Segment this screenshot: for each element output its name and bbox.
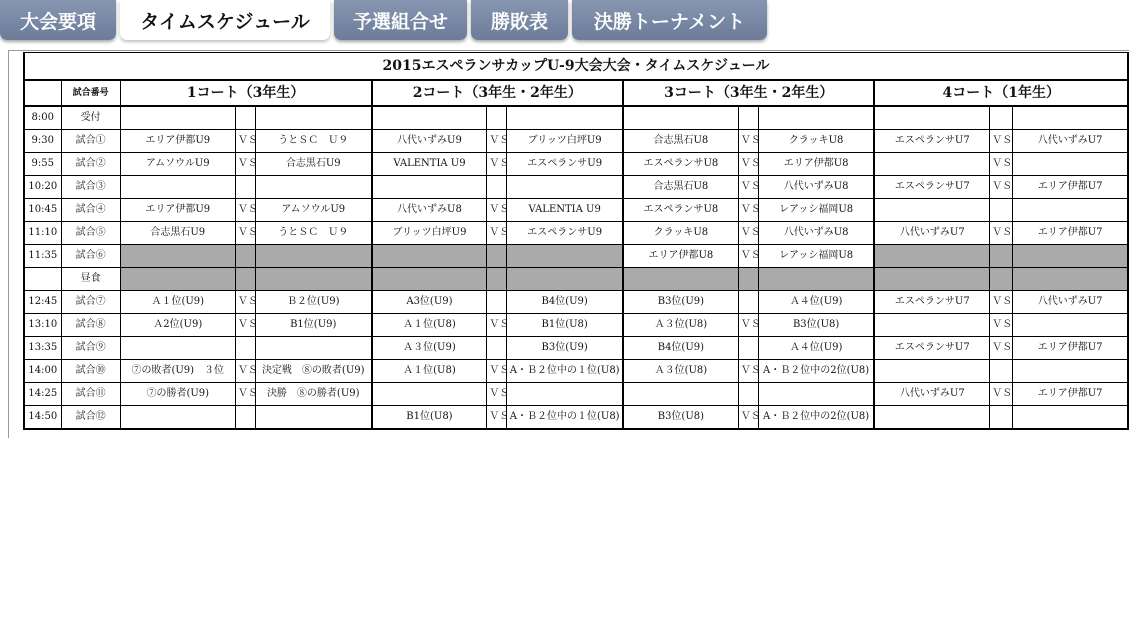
time-schedule-table — [23, 52, 1129, 430]
court-3-team-b-cell: A・Ｂ２位中の2位(U8) — [758, 360, 874, 383]
court-1-team-b-cell: B1位(U9) — [255, 314, 371, 337]
court-3-team-b-cell: 八代いずみU8 — [758, 222, 874, 245]
court-2-team-b-cell: A・Ｂ２位中の１位(U8) — [507, 406, 623, 430]
court-2-team-b-cell — [507, 245, 623, 268]
court-3-team-b-cell: Ａ４位(U9) — [758, 337, 874, 360]
court-3-vs-cell — [738, 337, 758, 360]
court-1-team-b-cell — [255, 106, 371, 130]
court-2-team-a-cell: A3位(U9) — [372, 291, 487, 314]
court-3-vs-cell — [738, 268, 758, 291]
court-4-team-b-cell: 八代いずみU7 — [1013, 291, 1128, 314]
schedule-row — [24, 406, 1128, 430]
court-3-team-a-cell: B4位(U9) — [623, 337, 738, 360]
court-4-team-a-cell: エスペランサU7 — [874, 291, 989, 314]
court-2-team-a-cell — [372, 245, 487, 268]
court-2-vs-cell — [487, 176, 507, 199]
court-2-team-b-cell: B1位(U8) — [507, 314, 623, 337]
court-3-team-b-cell — [758, 383, 874, 406]
schedule-row — [24, 222, 1128, 245]
court-4-team-b-cell: エリア伊都U7 — [1013, 176, 1128, 199]
court-4-vs-cell — [990, 406, 1013, 430]
court-1-team-a-cell: ⑦の敗者(U9) ３位 — [120, 360, 235, 383]
time-cell: 10:20 — [24, 176, 61, 199]
court-3-team-a-cell — [623, 106, 738, 130]
court-1-vs-cell: ＶＳ — [235, 199, 255, 222]
court-2-team-a-cell: VALENTIA U9 — [372, 153, 487, 176]
court-3-vs-cell: ＶＳ — [738, 199, 758, 222]
court-4-vs-cell — [990, 360, 1013, 383]
court-3-header: 3コート（3年生・2年生） — [623, 80, 874, 106]
court-1-team-b-cell: 決勝 ⑧の勝者(U9) — [255, 383, 371, 406]
court-3-team-b-cell: B3位(U8) — [758, 314, 874, 337]
court-3-vs-cell: ＶＳ — [738, 314, 758, 337]
court-1-team-b-cell — [255, 337, 371, 360]
court-3-team-b-cell — [758, 268, 874, 291]
court-2-vs-cell: ＶＳ — [487, 360, 507, 383]
time-cell: 9:30 — [24, 130, 61, 153]
match-number-header: 試合番号 — [61, 80, 120, 106]
court-1-team-a-cell: ⑦の勝者(U9) — [120, 383, 235, 406]
time-cell: 11:10 — [24, 222, 61, 245]
time-cell: 8:00 — [24, 106, 61, 130]
match-label-cell: 試合⑦ — [61, 291, 120, 314]
court-3-vs-cell — [738, 383, 758, 406]
court-2-team-b-cell — [507, 268, 623, 291]
court-2-team-a-cell: 八代いずみU8 — [372, 199, 487, 222]
court-4-team-a-cell — [874, 406, 989, 430]
court-4-team-b-cell: エリア伊都U7 — [1013, 383, 1128, 406]
court-3-team-b-cell: レアッシ福岡U8 — [758, 245, 874, 268]
court-1-team-a-cell: エリア伊都U9 — [120, 199, 235, 222]
court-1-team-b-cell: うとＳＣ Ｕ９ — [255, 130, 371, 153]
court-1-vs-cell: ＶＳ — [235, 291, 255, 314]
court-4-team-b-cell — [1013, 268, 1128, 291]
court-2-team-b-cell — [507, 106, 623, 130]
court-4-vs-cell — [990, 199, 1013, 222]
court-2-team-b-cell — [507, 176, 623, 199]
court-4-team-a-cell: 八代いずみU7 — [874, 222, 989, 245]
court-4-vs-cell: ＶＳ — [990, 130, 1013, 153]
court-3-team-a-cell: エリア伊都U8 — [623, 245, 738, 268]
court-2-team-b-cell — [507, 383, 623, 406]
court-1-vs-cell: ＶＳ — [235, 314, 255, 337]
court-2-vs-cell: ＶＳ — [487, 222, 507, 245]
court-2-vs-cell — [487, 106, 507, 130]
court-2-team-b-cell: エスペランサU9 — [507, 222, 623, 245]
court-4-vs-cell: ＶＳ — [990, 222, 1013, 245]
court-2-team-a-cell: 八代いずみU9 — [372, 130, 487, 153]
court-4-team-a-cell: 八代いずみU7 — [874, 383, 989, 406]
court-4-team-b-cell — [1013, 360, 1128, 383]
court-4-team-a-cell — [874, 153, 989, 176]
court-2-vs-cell — [487, 268, 507, 291]
court-4-team-b-cell: エリア伊都U7 — [1013, 222, 1128, 245]
court-3-team-b-cell: 八代いずみU8 — [758, 176, 874, 199]
court-3-vs-cell: ＶＳ — [738, 153, 758, 176]
court-1-team-b-cell — [255, 268, 371, 291]
court-1-vs-cell: ＶＳ — [235, 130, 255, 153]
schedule-row — [24, 360, 1128, 383]
court-3-team-b-cell — [758, 106, 874, 130]
time-cell: 11:35 — [24, 245, 61, 268]
court-1-team-a-cell — [120, 106, 235, 130]
court-2-team-b-cell: A・Ｂ２位中の１位(U8) — [507, 360, 623, 383]
tab-final-tournament[interactable]: 決勝トーナメント — [572, 0, 767, 40]
court-1-team-a-cell: エリア伊都U9 — [120, 130, 235, 153]
court-4-team-a-cell: エスペランサU7 — [874, 176, 989, 199]
court-2-team-a-cell: Ａ１位(U8) — [372, 314, 487, 337]
court-3-team-a-cell — [623, 383, 738, 406]
court-1-team-b-cell: 決定戦 ⑧の敗者(U9) — [255, 360, 371, 383]
match-label-cell: 試合⑧ — [61, 314, 120, 337]
court-1-header: 1コート（3年生） — [120, 80, 371, 106]
time-cell: 13:10 — [24, 314, 61, 337]
court-3-team-a-cell: エスペランサU8 — [623, 153, 738, 176]
court-1-team-b-cell — [255, 245, 371, 268]
tab-time-schedule[interactable]: タイムスケジュール — [120, 0, 330, 40]
court-4-team-b-cell — [1013, 406, 1128, 430]
court-3-team-b-cell: レアッシ福岡U8 — [758, 199, 874, 222]
court-4-team-b-cell — [1013, 245, 1128, 268]
court-2-vs-cell — [487, 337, 507, 360]
court-2-team-a-cell: B1位(U8) — [372, 406, 487, 430]
court-2-team-b-cell: ブリッツ白坪U9 — [507, 130, 623, 153]
court-1-team-a-cell — [120, 176, 235, 199]
match-label-cell: 試合⑪ — [61, 383, 120, 406]
schedule-row — [24, 176, 1128, 199]
court-1-vs-cell — [235, 406, 255, 430]
schedule-row — [24, 130, 1128, 153]
court-2-vs-cell: ＶＳ — [487, 383, 507, 406]
match-label-cell: 試合⑥ — [61, 245, 120, 268]
court-4-vs-cell: ＶＳ — [990, 291, 1013, 314]
court-4-vs-cell — [990, 106, 1013, 130]
court-2-vs-cell — [487, 291, 507, 314]
court-2-header: 2コート（3年生・2年生） — [372, 80, 623, 106]
court-1-vs-cell — [235, 106, 255, 130]
court-3-team-b-cell: クラッキU8 — [758, 130, 874, 153]
time-cell: 12:45 — [24, 291, 61, 314]
schedule-row — [24, 106, 1128, 130]
court-2-team-a-cell — [372, 176, 487, 199]
schedule-row — [24, 199, 1128, 222]
court-1-team-b-cell: うとＳＣ Ｕ９ — [255, 222, 371, 245]
schedule-row — [24, 291, 1128, 314]
court-1-vs-cell: ＶＳ — [235, 360, 255, 383]
court-3-vs-cell: ＶＳ — [738, 222, 758, 245]
court-2-vs-cell: ＶＳ — [487, 314, 507, 337]
court-1-team-b-cell — [255, 406, 371, 430]
court-1-vs-cell: ＶＳ — [235, 222, 255, 245]
schedule-row — [24, 337, 1128, 360]
court-4-vs-cell: ＶＳ — [990, 337, 1013, 360]
tab-preliminary-groups[interactable]: 予選組合せ — [334, 0, 467, 40]
court-4-vs-cell — [990, 268, 1013, 291]
court-2-vs-cell: ＶＳ — [487, 199, 507, 222]
court-4-team-a-cell — [874, 245, 989, 268]
court-3-team-a-cell: クラッキU8 — [623, 222, 738, 245]
match-label-cell: 昼食 — [61, 268, 120, 291]
court-2-team-a-cell — [372, 268, 487, 291]
court-1-vs-cell — [235, 245, 255, 268]
court-3-team-b-cell: エリア伊都U8 — [758, 153, 874, 176]
court-1-team-a-cell — [120, 245, 235, 268]
court-1-vs-cell: ＶＳ — [235, 153, 255, 176]
court-3-team-a-cell: 合志黒石U8 — [623, 176, 738, 199]
court-3-team-a-cell: B3位(U9) — [623, 291, 738, 314]
schedule-title: 2015エスペランサカップU-9大会大会・タイムスケジュール — [24, 53, 1128, 81]
court-2-team-a-cell: Ａ１位(U8) — [372, 360, 487, 383]
time-header — [24, 80, 61, 106]
court-4-vs-cell — [990, 245, 1013, 268]
court-2-team-b-cell: VALENTIA U9 — [507, 199, 623, 222]
match-label-cell: 試合② — [61, 153, 120, 176]
court-4-vs-cell: ＶＳ — [990, 314, 1013, 337]
court-3-vs-cell — [738, 291, 758, 314]
court-3-vs-cell: ＶＳ — [738, 130, 758, 153]
match-label-cell: 試合⑨ — [61, 337, 120, 360]
court-3-team-a-cell: エスペランサU8 — [623, 199, 738, 222]
court-3-team-b-cell: A・Ｂ２位中の2位(U8) — [758, 406, 874, 430]
court-1-vs-cell — [235, 337, 255, 360]
court-3-team-b-cell: Ａ４位(U9) — [758, 291, 874, 314]
court-3-vs-cell — [738, 106, 758, 130]
court-4-team-b-cell — [1013, 314, 1128, 337]
court-4-team-b-cell — [1013, 153, 1128, 176]
court-4-vs-cell: ＶＳ — [990, 176, 1013, 199]
time-cell: 9:55 — [24, 153, 61, 176]
time-cell — [24, 268, 61, 291]
court-4-team-a-cell: エスペランサU7 — [874, 337, 989, 360]
court-1-vs-cell — [235, 176, 255, 199]
court-1-team-a-cell — [120, 406, 235, 430]
court-4-vs-cell: ＶＳ — [990, 153, 1013, 176]
time-cell: 14:50 — [24, 406, 61, 430]
match-label-cell: 試合⑫ — [61, 406, 120, 430]
schedule-row — [24, 268, 1128, 291]
court-4-team-a-cell — [874, 314, 989, 337]
court-1-vs-cell — [235, 268, 255, 291]
schedule-row — [24, 153, 1128, 176]
court-3-vs-cell: ＶＳ — [738, 245, 758, 268]
court-3-team-a-cell: 合志黒石U8 — [623, 130, 738, 153]
court-4-team-a-cell: エスペランサU7 — [874, 130, 989, 153]
court-4-team-a-cell — [874, 106, 989, 130]
court-3-vs-cell: ＶＳ — [738, 360, 758, 383]
court-1-team-b-cell — [255, 176, 371, 199]
court-4-header: 4コート（1年生） — [874, 80, 1128, 106]
court-4-team-a-cell — [874, 360, 989, 383]
match-label-cell: 試合⑩ — [61, 360, 120, 383]
court-1-team-a-cell: アムソウルU9 — [120, 153, 235, 176]
court-2-team-a-cell — [372, 383, 487, 406]
tab-event-outline[interactable]: 大会要項 — [0, 0, 116, 40]
tab-bar — [0, 0, 1136, 41]
court-2-team-a-cell — [372, 106, 487, 130]
match-label-cell: 試合④ — [61, 199, 120, 222]
court-2-team-b-cell: エスペランサU9 — [507, 153, 623, 176]
court-3-team-a-cell: Ａ３位(U8) — [623, 360, 738, 383]
court-1-team-b-cell: アムソウルU9 — [255, 199, 371, 222]
court-1-team-b-cell: 合志黒石U9 — [255, 153, 371, 176]
schedule-row — [24, 314, 1128, 337]
court-1-team-a-cell: Ａ１位(U9) — [120, 291, 235, 314]
court-2-vs-cell: ＶＳ — [487, 130, 507, 153]
court-2-team-a-cell: ブリッツ白坪U9 — [372, 222, 487, 245]
court-3-vs-cell: ＶＳ — [738, 176, 758, 199]
court-4-team-b-cell: エリア伊都U7 — [1013, 337, 1128, 360]
match-label-cell: 試合⑤ — [61, 222, 120, 245]
court-2-team-b-cell: B4位(U9) — [507, 291, 623, 314]
time-cell: 13:35 — [24, 337, 61, 360]
court-1-team-a-cell — [120, 337, 235, 360]
court-2-vs-cell: ＶＳ — [487, 153, 507, 176]
court-4-team-a-cell — [874, 199, 989, 222]
court-3-team-a-cell: Ａ３位(U8) — [623, 314, 738, 337]
court-3-team-a-cell — [623, 268, 738, 291]
court-2-vs-cell — [487, 245, 507, 268]
court-3-team-a-cell: B3位(U8) — [623, 406, 738, 430]
court-4-vs-cell: ＶＳ — [990, 383, 1013, 406]
time-cell: 14:25 — [24, 383, 61, 406]
time-cell: 10:45 — [24, 199, 61, 222]
court-4-team-b-cell — [1013, 199, 1128, 222]
match-label-cell: 受付 — [61, 106, 120, 130]
court-2-vs-cell: ＶＳ — [487, 406, 507, 430]
court-4-team-b-cell — [1013, 106, 1128, 130]
court-1-team-a-cell: Ａ2位(U9) — [120, 314, 235, 337]
schedule-row — [24, 383, 1128, 406]
court-2-team-b-cell: B3位(U9) — [507, 337, 623, 360]
court-2-team-a-cell: Ａ３位(U9) — [372, 337, 487, 360]
court-4-team-a-cell — [874, 268, 989, 291]
court-4-team-b-cell: 八代いずみU7 — [1013, 130, 1128, 153]
tab-results-table[interactable]: 勝敗表 — [471, 0, 568, 40]
court-1-team-b-cell: Ｂ２位(U9) — [255, 291, 371, 314]
match-label-cell: 試合③ — [61, 176, 120, 199]
match-label-cell: 試合① — [61, 130, 120, 153]
time-cell: 14:00 — [24, 360, 61, 383]
court-1-team-a-cell: 合志黒石U9 — [120, 222, 235, 245]
court-3-vs-cell: ＶＳ — [738, 406, 758, 430]
court-1-team-a-cell — [120, 268, 235, 291]
schedule-row — [24, 245, 1128, 268]
court-1-vs-cell: ＶＳ — [235, 383, 255, 406]
